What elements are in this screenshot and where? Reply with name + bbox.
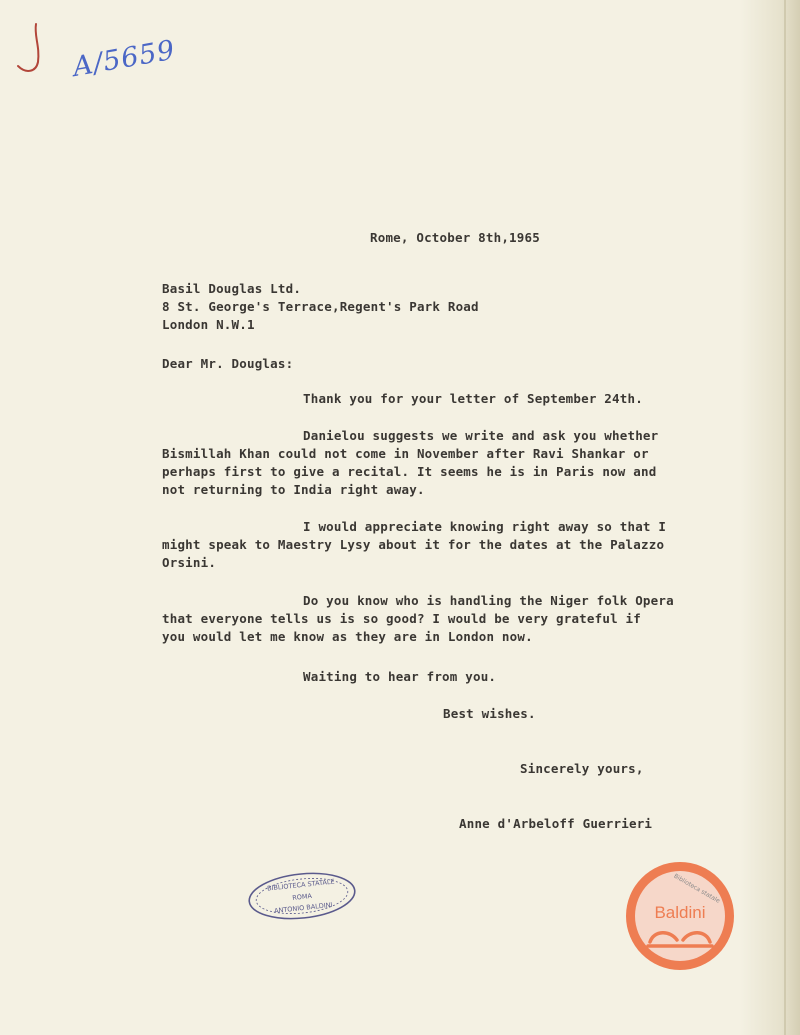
paragraph-2 xyxy=(162,427,658,499)
paragraph-5 xyxy=(303,668,496,686)
paragraph-line: perhaps first to give a recital. It seems he is in Paris now and xyxy=(162,464,657,479)
stamp-line-3: ANTONIO BALDINI xyxy=(273,900,333,915)
date-line: Rome, October 8th,1965 xyxy=(370,230,540,245)
paragraph-line: I would appreciate knowing right away so that I xyxy=(303,519,667,534)
stamp-line-1: BIBLIOTECA STATALE xyxy=(266,877,335,893)
address-line: Basil Douglas Ltd. xyxy=(162,281,302,296)
salutation: Dear Mr. Douglas: xyxy=(162,356,294,371)
logo-name-text: Baldini xyxy=(654,903,706,922)
recipient-address xyxy=(162,280,479,334)
paragraph-3 xyxy=(162,518,666,572)
address-line: London N.W.1 xyxy=(162,317,255,332)
paragraph-line: Danielou suggests we write and ask you whether xyxy=(303,428,659,443)
page-edge-shadow xyxy=(740,0,800,1035)
library-stamp xyxy=(246,870,358,922)
address-line: 8 St. George's Terrace,Regent's Park Road xyxy=(162,299,479,314)
paragraph-line: not returning to India right away. xyxy=(162,482,425,497)
closing-sincerely: Sincerely yours, xyxy=(520,761,644,776)
paragraph-line: Orsini. xyxy=(162,555,217,570)
paragraph-line: that everyone tells us is so good? I would be very grateful if xyxy=(162,611,641,626)
paragraph-line: Waiting to hear from you. xyxy=(303,669,497,684)
paragraph-4 xyxy=(162,592,674,646)
paragraph-line: Bismillah Khan could not come in November after Ravi Shankar or xyxy=(162,446,649,461)
logo-top-text: Biblioteca statale xyxy=(672,872,722,905)
paragraph-line: might speak to Maestry Lysy about it for the dates at the Palazzo xyxy=(162,537,665,552)
paragraph-1 xyxy=(303,390,643,408)
stamp-line-2: ROMA xyxy=(291,891,313,903)
paragraph-line: Thank you for your letter of September 24th. xyxy=(303,391,643,406)
baldini-library-logo xyxy=(620,856,740,976)
handwritten-reference-number: A/5659 xyxy=(70,34,178,83)
paragraph-line: you would let me know as they are in London now. xyxy=(162,629,533,644)
page-edge-line xyxy=(784,0,786,1035)
closing-best-wishes: Best wishes. xyxy=(443,706,536,721)
signature-name: Anne d'Arbeloff Guerrieri xyxy=(459,816,653,831)
paragraph-line: Do you know who is handling the Niger folk Opera xyxy=(303,593,674,608)
handwritten-tick-mark xyxy=(14,22,48,78)
